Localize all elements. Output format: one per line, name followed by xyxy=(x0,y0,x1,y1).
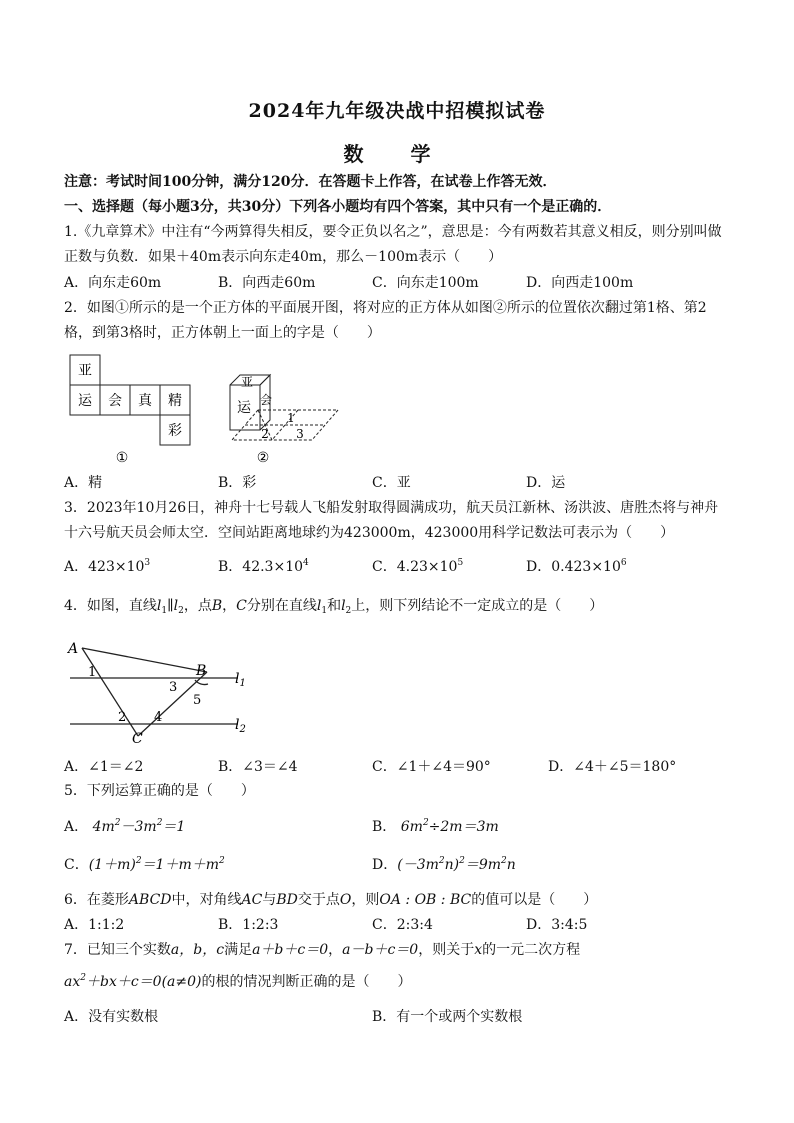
question-1-line-2: 正数与负数．如果＋40m表示向东走40m，那么－100m表示（ ） xyxy=(64,249,503,265)
question-4-text: 4．如图，直线$l_1\parallel l_2$，点B，C分别在直线$l_1$和$l_2$上，则下列结论不一定成立的是（ ） xyxy=(64,598,604,616)
q6-option-d: D．3:4:5 xyxy=(526,917,588,933)
net-face-zhen: 真 xyxy=(138,393,152,409)
q7-option-b: B．有一个或两个实数根 xyxy=(372,1009,523,1025)
subject-title: 数 学 xyxy=(343,142,451,166)
q4-option-a: A．∠1＝∠2 xyxy=(64,759,144,775)
q1-option-a: A．向东走60m xyxy=(64,275,162,291)
q2-option-d: D．运 xyxy=(526,475,566,491)
q3-option-d: D．$0.423\times 10^6$ xyxy=(526,558,627,575)
net-face-yun: 运 xyxy=(78,393,92,409)
cube-top-face: 亚 xyxy=(240,375,254,389)
cube-side-face: 会 xyxy=(259,393,273,407)
point-C: C xyxy=(132,731,143,747)
q4-option-d: D．∠4＋∠5＝180° xyxy=(548,759,677,775)
angle-5: 5 xyxy=(193,693,202,708)
question-7-line-1: 7．已知三个实数a，b，c满足a＋b＋c＝0，a－b＋c＝0，则关于x的一元二次方程 xyxy=(64,942,581,958)
exam-notice: 注意：考试时间100分钟，满分120分．在答题卡上作答，在试卷上作答无效． xyxy=(64,174,557,190)
segment-AB xyxy=(82,648,207,672)
q2-option-c: C．亚 xyxy=(372,475,411,491)
q1-option-c: C．向东走100m xyxy=(372,275,479,291)
segment-AC xyxy=(82,648,138,736)
net-face-cai: 彩 xyxy=(168,423,182,439)
q6-option-a: A．1:1:2 xyxy=(64,917,125,933)
question-2-line-1: 2．如图①所示的是一个正方体的平面展开图，将对应的正方体从如图②所示的位置依次翻过第1格、第2 xyxy=(64,300,707,316)
point-A: A xyxy=(68,641,79,657)
q5-option-c: C．$(1+m)^2=1+m+m^2$ xyxy=(64,856,225,873)
question-2-line-2: 格，到第3格时，正方体朝上一面上的字是（ ） xyxy=(64,325,381,341)
q3-option-c: C．$4.23\times 10^5$ xyxy=(372,558,464,575)
question-7-line-2: $ax^2+bx+c=0(a\ne 0)$的根的情况判断正确的是（ ） xyxy=(64,973,412,990)
question-3-line-2: 十六号航天员会师太空．空间站距离地球约为423000m，423000用科学记数法可表示为（ ） xyxy=(64,525,675,541)
question-3-line-1: 3．2023年10月26日，神舟十七号载人飞船发射取得圆满成功，航天员江新林、汤洪波、唐胜杰将与神舟 xyxy=(64,500,719,516)
q1-option-d: D．向西走100m xyxy=(526,275,634,291)
label-l2: $l_2$ xyxy=(235,717,246,735)
question-5-text: 5．下列运算正确的是（ ） xyxy=(64,783,255,799)
cube-figures xyxy=(60,350,360,468)
question-1-line-1: 1.《九章算术》中注有“今两算得失相反，要令正负以名之”，意思是：今有两数若其意义相反，则分别叫做 xyxy=(64,224,722,240)
grid-number-2: 2 xyxy=(261,427,269,441)
q1-option-b: B．向西走60m xyxy=(218,275,316,291)
angle-1: 1 xyxy=(88,665,97,680)
angle-3: 3 xyxy=(169,680,178,695)
grid-number-1: 1 xyxy=(287,411,295,425)
q7-option-a: A．没有实数根 xyxy=(64,1009,159,1025)
figure-1-label: ① xyxy=(115,450,129,466)
q6-option-b: B．1:2:3 xyxy=(218,917,279,933)
q4-option-b: B．∠3＝∠4 xyxy=(218,759,298,775)
q2-option-b: B．彩 xyxy=(218,475,257,491)
figure-2-label: ② xyxy=(256,450,270,466)
exam-title: 2024年九年级决战中招模拟试卷 xyxy=(248,100,546,122)
angle-4: 4 xyxy=(154,710,163,725)
angle-2: 2 xyxy=(118,710,127,725)
q5-option-b: B． $6m^2\div 2m=3m$ xyxy=(372,818,499,835)
q6-option-c: C．2:3:4 xyxy=(372,917,433,933)
section-heading: 一、选择题（每小题3分，共30分）下列各小题均有四个答案，其中只有一个是正确的． xyxy=(64,199,612,215)
net-face-hui: 会 xyxy=(108,393,122,409)
net-face-jing: 精 xyxy=(168,393,182,409)
q2-option-a: A．精 xyxy=(64,475,103,491)
q5-option-a: A． $4m^2-3m^2=1$ xyxy=(64,818,186,835)
cube-front-face: 运 xyxy=(237,400,251,416)
q4-option-c: C．∠1＋∠4＝90° xyxy=(372,759,491,775)
point-B: B xyxy=(196,663,207,679)
grid-number-3: 3 xyxy=(296,427,304,441)
parallel-lines-figure xyxy=(60,636,270,748)
q3-option-a: A．$423\times 10^3$ xyxy=(64,558,151,575)
q5-option-d: D．$(-3m^2n)^2=9m^2n$ xyxy=(372,856,516,873)
label-l1: $l_1$ xyxy=(235,671,246,689)
question-6-text: 6．在菱形ABCD中，对角线AC与BD交于点O，则OA : OB : BC的值可以是（ ） xyxy=(64,892,598,908)
q3-option-b: B．$42.3\times 10^4$ xyxy=(218,558,309,575)
net-face-ya: 亚 xyxy=(78,363,92,379)
